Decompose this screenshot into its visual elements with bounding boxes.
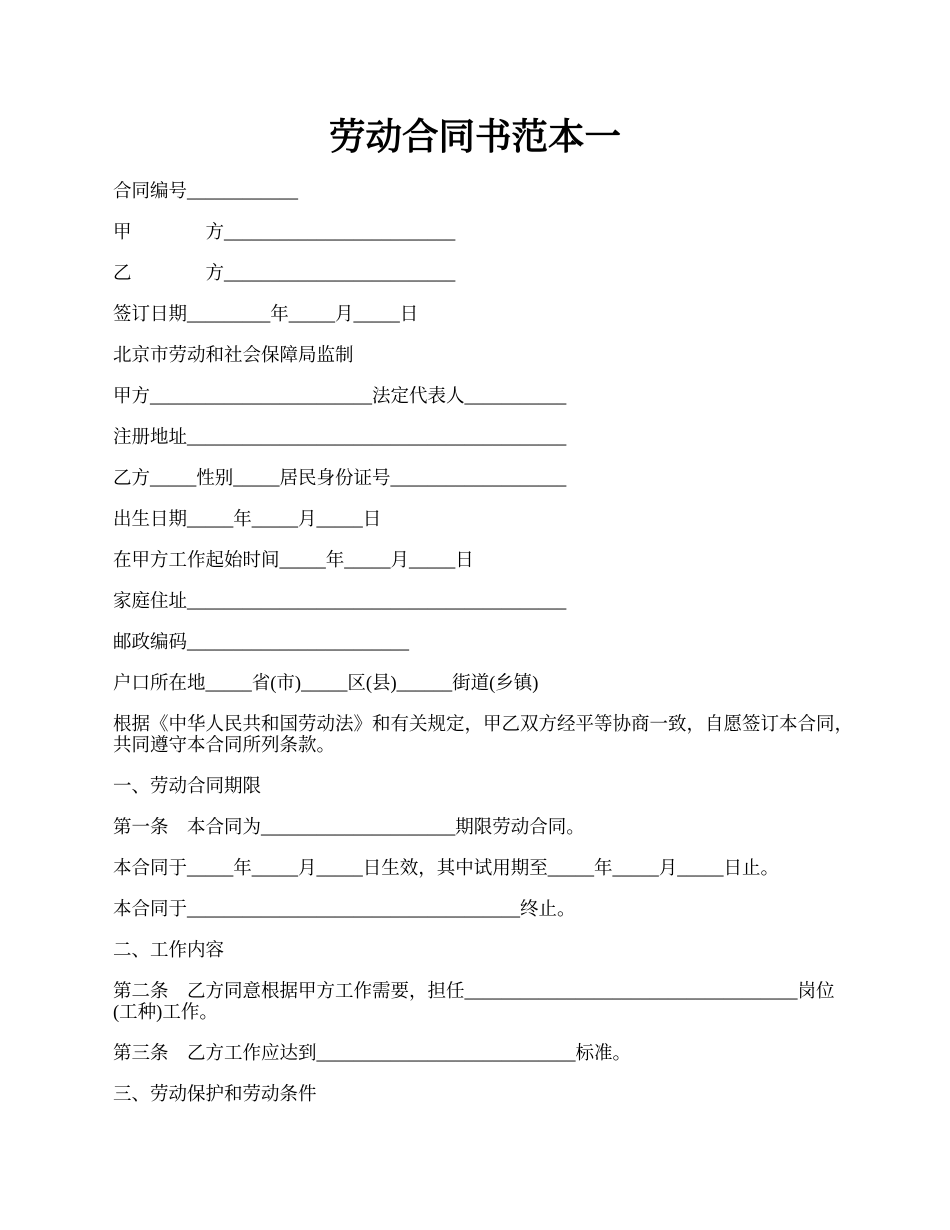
supervisor-line: 北京市劳动和社会保障局监制 <box>113 346 354 366</box>
article-1-term-line: 本合同于_____年_____月_____日生效，其中试用期至_____年_____月_____日止。 <box>113 859 780 879</box>
birth-date-line: 出生日期_____年_____月_____日 <box>113 510 382 530</box>
preamble-paragraph <box>113 715 858 757</box>
preamble-line: 共同遵守本合同所列条款。 <box>113 736 336 756</box>
registered-address-line: 注册地址_________________________________________ <box>113 428 567 448</box>
article-3-line: 第三条 乙方工作应达到____________________________标准。 <box>113 1044 632 1064</box>
article-2-line: 第二条 乙方同意根据甲方工作需要，担任____________________________________岗位 <box>113 982 835 1002</box>
party-b-info-line: 乙方_____性别_____居民身份证号___________________ <box>113 469 567 489</box>
section-2-heading: 二、工作内容 <box>113 941 225 961</box>
home-address-line: 家庭住址_________________________________________ <box>113 592 567 612</box>
article-2-line: (工种)工作。 <box>113 1003 218 1023</box>
document-body <box>113 182 858 1126</box>
document-title: 劳动合同书范本一 <box>329 116 621 157</box>
household-registration-line: 户口所在地_____省(市)_____区(县)______街道(乡镇) <box>113 674 539 694</box>
article-1-end-line: 本合同于____________________________________终止。 <box>113 900 576 920</box>
employment-start-line: 在甲方工作起始时间_____年_____月_____日 <box>113 551 474 571</box>
signing-date-line: 签订日期_________年_____月_____日 <box>113 305 419 325</box>
section-3-heading: 三、劳动保护和劳动条件 <box>113 1085 317 1105</box>
party-b-line: 乙 方_________________________ <box>113 264 456 284</box>
article-1-line: 第一条 本合同为_____________________期限劳动合同。 <box>113 818 585 838</box>
contract-number-line: 合同编号____________ <box>113 182 299 202</box>
preamble-line: 根据《中华人民共和国劳动法》和有关规定，甲乙双方经平等协商一致，自愿签订本合同， <box>113 715 854 735</box>
party-a-line: 甲 方_________________________ <box>113 223 456 243</box>
section-1-heading: 一、劳动合同期限 <box>113 777 262 797</box>
postal-code-line: 邮政编码________________________ <box>113 633 410 653</box>
party-a-info-line: 甲方________________________法定代表人___________ <box>113 387 567 407</box>
article-2-paragraph <box>113 982 858 1024</box>
